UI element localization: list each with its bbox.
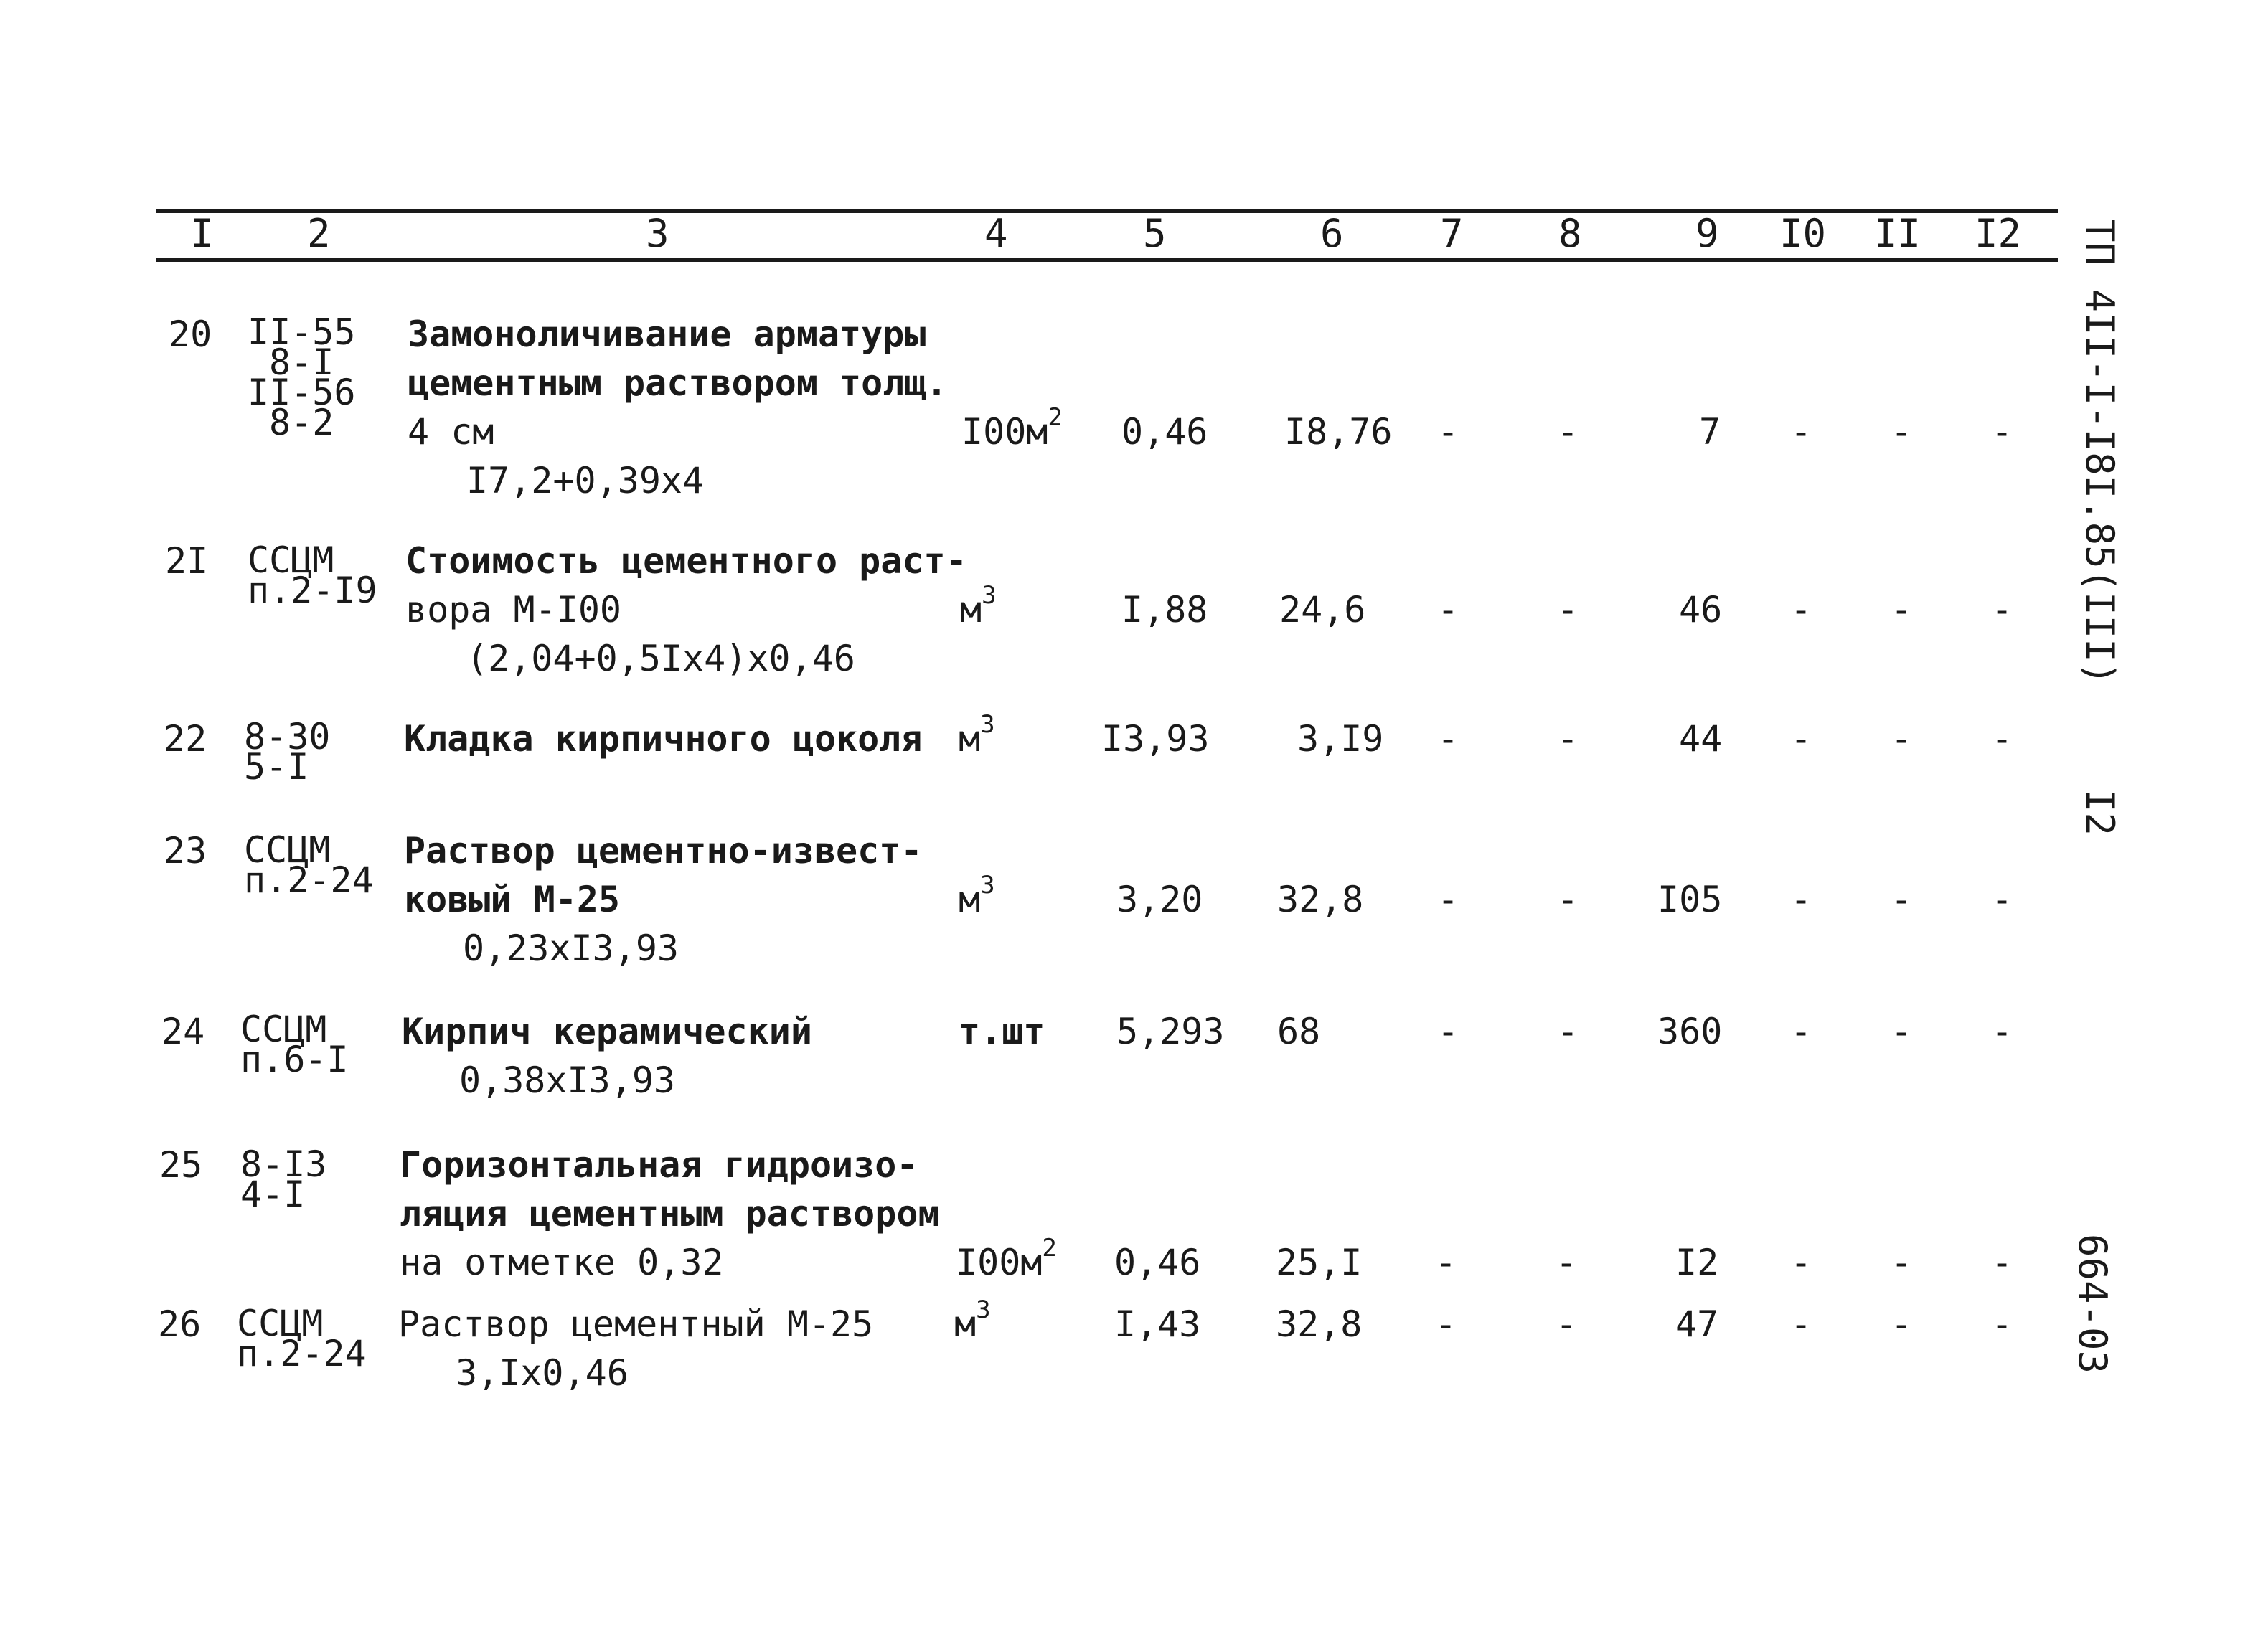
calc-formula: 0,38xI3,93	[459, 1059, 676, 1101]
work-description: на отметке 0,32	[400, 1242, 724, 1283]
col12-value: -	[1991, 589, 2013, 631]
header-top-rule	[156, 209, 2058, 213]
unit-price: 24,6	[1279, 589, 1366, 631]
unit	[954, 1295, 991, 1353]
unit	[960, 581, 997, 638]
calc-formula: 0,23xI3,93	[463, 928, 679, 969]
unit-price: I8,76	[1284, 411, 1393, 453]
work-description: Раствор цементно-извест-	[404, 830, 923, 872]
col8-value: -	[1556, 1242, 1578, 1283]
col10-value: -	[1790, 718, 1812, 760]
work-description: Кладка кирпичного цоколя	[404, 718, 923, 760]
unit-exponent: 3	[976, 1295, 991, 1324]
col-header-8: 8	[1558, 211, 1582, 256]
row-number: 22	[164, 718, 207, 760]
col9-value: 360	[1657, 1011, 1723, 1052]
unit-base: I00м	[961, 411, 1048, 453]
quantity: 3,20	[1116, 879, 1203, 920]
row-number: 25	[159, 1144, 203, 1186]
col11-value: -	[1891, 1011, 1913, 1052]
col9-value: 7	[1699, 411, 1721, 453]
header-bottom-rule	[156, 258, 2058, 262]
norm-code: II-56	[248, 372, 356, 413]
col7-value: -	[1437, 879, 1459, 920]
col7-value: -	[1435, 1303, 1457, 1345]
col8-value: -	[1556, 1303, 1578, 1345]
row-number: 24	[161, 1011, 205, 1052]
col7-value: -	[1437, 589, 1459, 631]
col7-value: -	[1435, 1242, 1457, 1283]
quantity: I,43	[1114, 1303, 1201, 1345]
col12-value: -	[1991, 1242, 2013, 1283]
col-header-7: 7	[1440, 211, 1464, 256]
col-header-1: I	[190, 211, 214, 256]
work-description: Раствор цементный М-25	[398, 1303, 874, 1345]
col11-value: -	[1891, 718, 1913, 760]
col8-value: -	[1557, 718, 1579, 760]
work-description: 4 см	[408, 411, 494, 453]
col10-value: -	[1790, 1303, 1812, 1345]
calc-formula: (2,04+0,5Ix4)x0,46	[466, 638, 855, 679]
col8-value: -	[1557, 589, 1579, 631]
norm-code: ССЦМ	[248, 539, 334, 581]
col11-value: -	[1891, 879, 1913, 920]
col-header-5: 5	[1143, 211, 1167, 256]
col-header-2: 2	[307, 211, 331, 256]
col-header-12: I2	[1975, 211, 2022, 256]
calc-formula: 3,Ix0,46	[456, 1352, 629, 1394]
quantity: 0,46	[1114, 1242, 1201, 1283]
col9-value: 46	[1679, 589, 1723, 631]
unit-exponent: 3	[982, 581, 997, 610]
unit-base: м	[960, 589, 982, 631]
unit-exponent: 3	[980, 710, 995, 739]
col12-value: -	[1991, 1011, 2013, 1052]
unit-base: м	[959, 879, 981, 920]
col8-value: -	[1557, 879, 1579, 920]
unit-price: 25,I	[1276, 1242, 1363, 1283]
col-header-10: I0	[1779, 211, 1827, 256]
unit	[959, 871, 995, 928]
norm-code: 8-I3	[240, 1143, 327, 1185]
col-header-6: 6	[1320, 211, 1344, 256]
unit-exponent: 3	[980, 871, 995, 900]
col10-value: -	[1790, 411, 1812, 453]
work-description: ляция цементным раствором	[400, 1193, 940, 1235]
unit	[956, 1234, 1057, 1291]
norm-code: ССЦМ	[244, 829, 331, 871]
unit	[959, 710, 995, 768]
col-header-11: II	[1874, 211, 1921, 256]
unit-price: 32,8	[1276, 1303, 1363, 1345]
work-description: вора М-I00	[405, 589, 622, 631]
unit-exponent: 2	[1042, 1234, 1057, 1262]
row-number: 26	[158, 1303, 202, 1345]
norm-code: 8-I	[269, 341, 334, 383]
col-header-4: 4	[984, 211, 1008, 256]
col12-value: -	[1991, 1303, 2013, 1345]
unit-base: т.шт	[959, 1011, 1045, 1052]
quantity: I3,93	[1101, 718, 1210, 760]
norm-code: 5-I	[244, 746, 309, 788]
norm-code: п.2-I9	[248, 570, 377, 611]
norm-code: п.2-24	[237, 1333, 367, 1374]
col9-value: I2	[1675, 1242, 1719, 1283]
col12-value: -	[1991, 411, 2013, 453]
norm-code: 8-2	[269, 402, 334, 443]
col8-value: -	[1557, 411, 1579, 453]
col9-value: 44	[1679, 718, 1723, 760]
unit-base: I00м	[956, 1242, 1043, 1283]
unit-exponent: 2	[1048, 403, 1063, 432]
col7-value: -	[1437, 1011, 1459, 1052]
row-number: 20	[169, 313, 212, 355]
work-description: ковый М-25	[404, 879, 621, 920]
work-description: цементным раствором толщ.	[408, 362, 948, 404]
sheet-code-stamp: 664-03	[2070, 1234, 2115, 1374]
quantity: 0,46	[1121, 411, 1208, 453]
row-number: 23	[164, 830, 207, 872]
unit	[961, 403, 1063, 461]
calc-formula: I7,2+0,39x4	[466, 460, 705, 501]
col11-value: -	[1891, 1303, 1913, 1345]
norm-code: 8-30	[244, 716, 331, 757]
col-header-3: 3	[646, 211, 669, 256]
norm-code: п.6-I	[240, 1039, 349, 1080]
unit-price: 3,I9	[1297, 718, 1384, 760]
document-code-stamp: ТП 4II-I-I8I.85(III)	[2077, 219, 2122, 686]
norm-code: II-55	[248, 311, 356, 353]
work-description: Горизонтальная гидроизо-	[400, 1144, 918, 1186]
work-description: Стоимость цементного раст-	[405, 540, 967, 582]
col10-value: -	[1790, 589, 1812, 631]
col11-value: -	[1891, 1242, 1913, 1283]
col12-value: -	[1991, 718, 2013, 760]
col10-value: -	[1790, 879, 1812, 920]
col11-value: -	[1891, 589, 1913, 631]
unit	[959, 1007, 1045, 1060]
col12-value: -	[1991, 879, 2013, 920]
quantity: 5,293	[1116, 1011, 1225, 1052]
col10-value: -	[1790, 1242, 1812, 1283]
quantity: I,88	[1121, 589, 1208, 631]
page-number: I2	[2077, 789, 2122, 836]
col9-value: I05	[1657, 879, 1723, 920]
unit-price: 32,8	[1277, 879, 1364, 920]
col9-value: 47	[1675, 1303, 1719, 1345]
col10-value: -	[1790, 1011, 1812, 1052]
col8-value: -	[1557, 1011, 1579, 1052]
norm-code: 4-I	[240, 1174, 306, 1215]
work-description: Кирпич керамический	[402, 1011, 812, 1052]
unit-base: м	[954, 1303, 977, 1345]
unit-price: 68	[1277, 1011, 1321, 1052]
row-number: 2I	[165, 540, 209, 582]
norm-code: п.2-24	[244, 859, 374, 901]
col11-value: -	[1891, 411, 1913, 453]
col-header-9: 9	[1695, 211, 1719, 256]
col7-value: -	[1437, 411, 1459, 453]
work-description: Замоноличивание арматуры	[408, 313, 926, 355]
col7-value: -	[1437, 718, 1459, 760]
norm-code: ССЦМ	[240, 1009, 327, 1050]
norm-code: ССЦМ	[237, 1303, 324, 1344]
unit-base: м	[959, 718, 981, 760]
